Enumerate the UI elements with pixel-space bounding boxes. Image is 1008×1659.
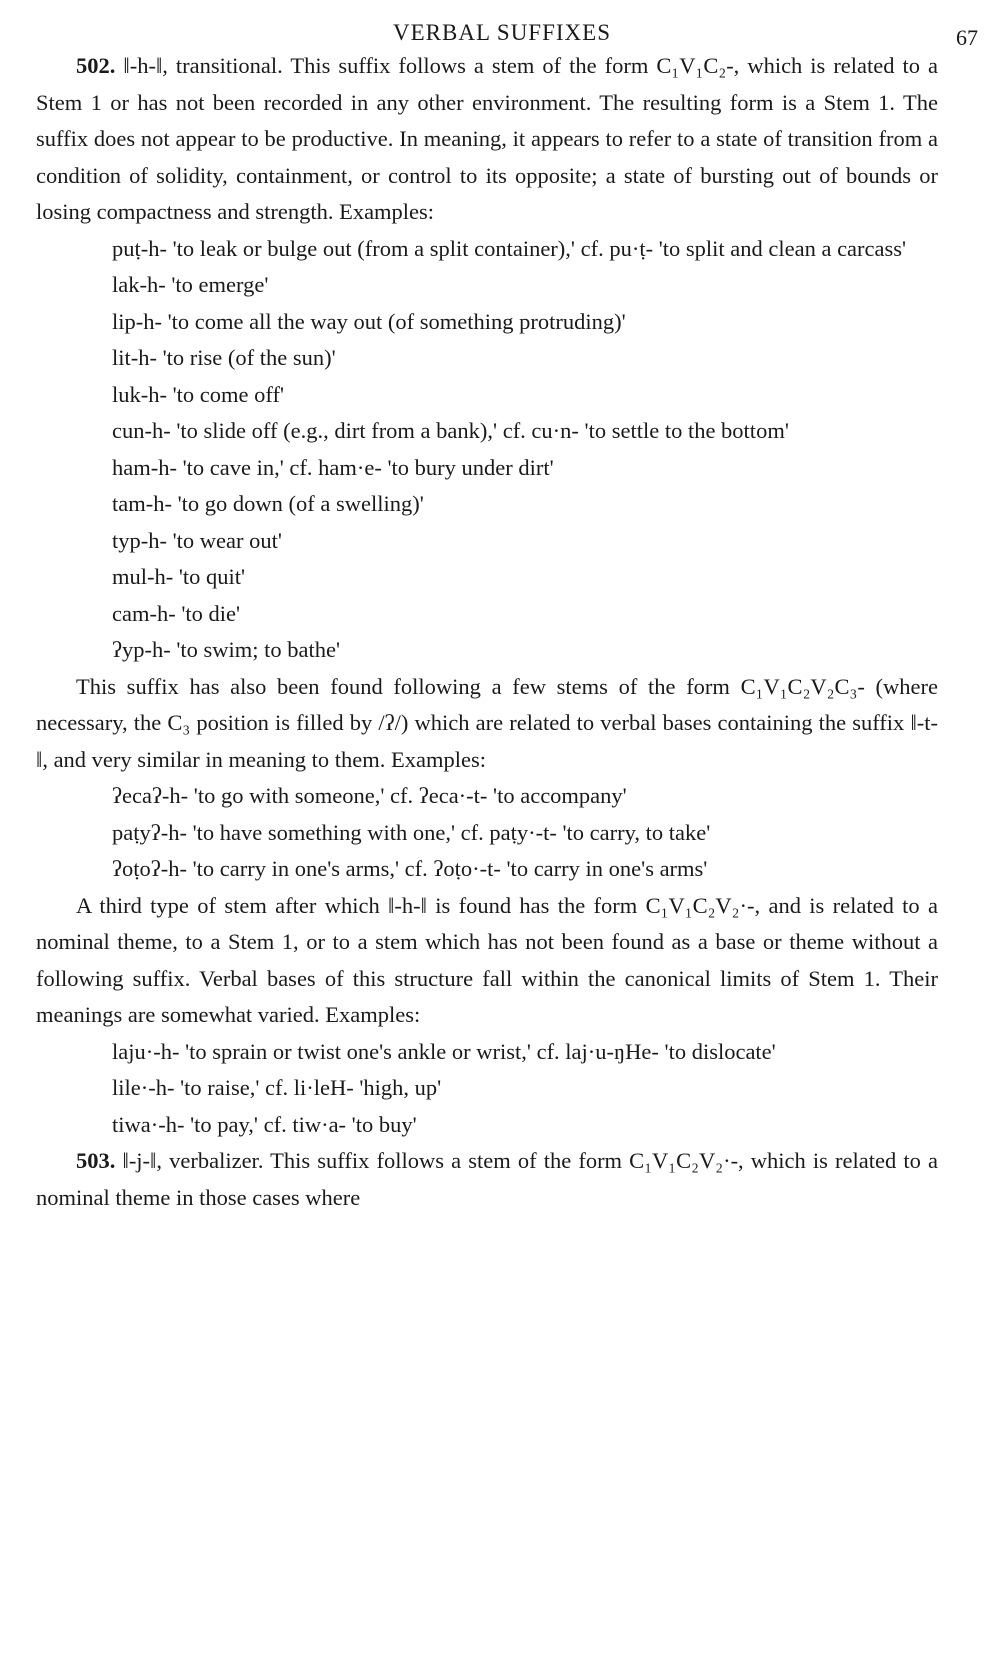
example-item: laju·-h- 'to sprain or twist one's ankle or wrist,' cf. laj·u-ŋHe- 'to dislocate' — [112, 1038, 776, 1064]
example-item: tiwa·-h- 'to pay,' cf. tiw·a- 'to buy' — [112, 1111, 417, 1137]
section-502-intro-text: ‖-h-‖, transitional. This suffix follows a stem of the form C₁V₁C₂-, which is related to a Stem 1 or has not been recorded in any other environment. The resulting form is a Stem 1. The suffix does not appear to be productive. In meaning, it appears to refer to a state of transition from a condition of solidity, containment, or control to its opposite; a state of bursting out of bounds or losing compactness and strength. Examples: — [36, 53, 939, 224]
example-item: mul-h- 'to quit' — [112, 564, 246, 589]
section-number: 502. — [76, 53, 116, 78]
example-list-3 — [36, 1034, 938, 1144]
example-item: lip-h- 'to come all the way out (of something protruding)' — [112, 308, 626, 334]
example-item: cam-h- 'to die' — [112, 600, 241, 626]
page-header — [36, 0, 978, 50]
example-item: paṭyʔ-h- 'to have something with one,' cf. paṭy·-t- 'to carry, to take' — [112, 819, 711, 845]
page-body — [36, 48, 938, 1216]
example-item: ham-h- 'to cave in,' cf. ham·e- 'to bury under dirt' — [112, 454, 554, 480]
section-502-paragraph-2: This suffix has also been found following a few stems of the form C₁V₁C₂V₂C₃- (where necessary, the C₃ position is filled by /ʔ/) which are related to verbal bases containing the suffix ‖-t-‖, and very similar in meaning to them. Examples: — [36, 673, 938, 772]
section-502-intro — [36, 48, 938, 231]
example-item: puṭ-h- 'to leak or bulge out (from a split container),' cf. pu·ṭ- 'to split and clean a carcass' — [112, 235, 907, 261]
section-number: 503. — [76, 1148, 116, 1173]
example-item: ʔoṭoʔ-h- 'to carry in one's arms,' cf. ʔoṭo·-t- 'to carry in one's arms' — [112, 856, 708, 881]
example-list-1 — [36, 231, 938, 669]
section-502-paragraph-3: A third type of stem after which ‖-h-‖ is found has the form C₁V₁C₂V₂·-, and is related to a nominal theme, to a Stem 1, or to a stem which has not been found as a base or theme without a following suffix. Verbal bases of this structure fall within the canonical limits of Stem 1. Their meanings are somewhat varied. Examples: — [36, 892, 938, 1027]
example-item: ʔyp-h- 'to swim; to bathe' — [112, 637, 341, 662]
example-item: ʔecaʔ-h- 'to go with someone,' cf. ʔeca·-t- 'to accompany' — [112, 783, 627, 808]
example-list-2 — [36, 778, 938, 888]
section-503-intro-text: ‖-j-‖, verbalizer. This suffix follows a stem of the form C₁V₁C₂V₂·-, which is related to a nominal theme in those cases where — [36, 1148, 938, 1210]
example-item: cun-h- 'to slide off (e.g., dirt from a bank),' cf. cu·n- 'to settle to the bottom' — [112, 418, 789, 443]
example-item: lit-h- 'to rise (of the sun)' — [112, 345, 336, 370]
example-item: lak-h- 'to emerge' — [112, 272, 269, 297]
running-head: VERBAL SUFFIXES — [393, 20, 611, 45]
section-503-intro — [36, 1143, 938, 1216]
example-item: tam-h- 'to go down (of a swelling)' — [112, 491, 424, 516]
example-item: luk-h- 'to come off' — [112, 381, 285, 407]
example-item: typ-h- 'to wear out' — [112, 527, 282, 553]
example-item: lile·-h- 'to raise,' cf. li·leH- 'high, up' — [112, 1075, 442, 1100]
page-number: 67 — [956, 25, 978, 50]
